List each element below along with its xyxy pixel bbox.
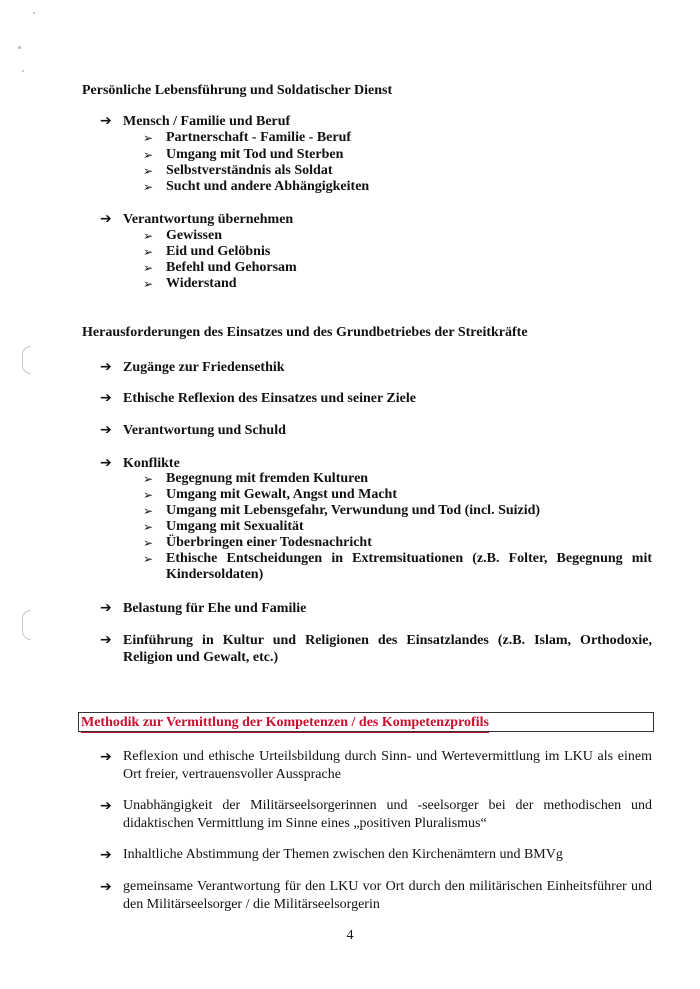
list-item: ➔ Inhaltliche Abstimmung der Themen zwischen den Kirchenämtern und BMVg: [100, 847, 563, 863]
list-item: ➔ Ethische Reflexion des Einsatzes und seiner Ziele: [100, 390, 416, 406]
list-item: ➔ Verantwortung übernehmen: [100, 211, 294, 227]
sub-list-item: ➢ Umgang mit Lebensgefahr, Verwundung und Tod (incl. Suizid): [143, 503, 541, 518]
sub-list-item: ➢ Ethische Entscheidungen in Extremsituationen (z.B. Folter, Begegnung mit Kindersoldaten): [143, 551, 652, 582]
scan-speck: [18, 46, 21, 49]
page-number: 4: [346, 928, 354, 943]
sub-list-item: ➢ Umgang mit Tod und Sterben: [143, 147, 344, 162]
sub-list-item: ➢ Sucht und andere Abhängigkeiten: [143, 179, 370, 194]
triangle-right-icon: ➢: [143, 131, 154, 145]
triangle-right-icon: ➢: [143, 504, 154, 518]
sub-list-item: ➢ Begegnung mit fremden Kulturen: [143, 471, 369, 486]
section-heading-herausforderungen: Herausforderungen des Einsatzes und des Grundbetriebes der Streitkräfte: [82, 325, 528, 340]
list-item: ➔ gemeinsame Verantwortung für den LKU vor Ort durch den militärischen Einheitsführer und den Militärseelsorger / die Militärseelsorgerin: [100, 879, 652, 912]
list-item: ➔ Reflexion und ethische Urteilsbildung durch Sinn- und Wertevermittlung im LKU als einem Ort freier, vertrauensvoller Aussprache: [100, 749, 652, 782]
list-item: ➔ Unabhängigkeit der Militärseelsorgerinnen und -seelsorger bei der methodischen und didaktischen Vermittlung im Sinne eines „positiven Pluralismus“: [100, 798, 652, 831]
arrow-right-icon: ➔: [100, 390, 112, 406]
sub-list-item: ➢ Umgang mit Sexualität: [143, 519, 304, 534]
triangle-right-icon: ➢: [143, 180, 154, 194]
arrow-right-icon: ➔: [100, 847, 112, 863]
triangle-right-icon: ➢: [143, 277, 154, 291]
sub-list-item: ➢ Befehl und Gehorsam: [143, 260, 297, 275]
list-item: ➔ Verantwortung und Schuld: [100, 422, 286, 438]
sub-list-item: ➢ Eid und Gelöbnis: [143, 244, 271, 259]
section-heading-lebensfuehrung: Persönliche Lebensführung und Soldatischer Dienst: [82, 83, 393, 98]
arrow-right-icon: ➔: [100, 600, 112, 616]
sub-list-item: ➢ Selbstverständnis als Soldat: [143, 163, 333, 178]
arrow-right-icon: ➔: [100, 879, 112, 895]
arrow-right-icon: ➔: [100, 798, 112, 814]
triangle-right-icon: ➢: [143, 164, 154, 178]
list-item: ➔ Belastung für Ehe und Familie: [100, 600, 307, 616]
list-item: ➔ Mensch / Familie und Beruf: [100, 113, 291, 129]
triangle-right-icon: ➢: [143, 552, 154, 566]
sub-list-item: ➢ Partnerschaft - Familie - Beruf: [143, 130, 352, 145]
arrow-right-icon: ➔: [100, 113, 112, 129]
arrow-right-icon: ➔: [100, 422, 112, 438]
sub-list-item: ➢ Gewissen: [143, 228, 222, 243]
triangle-right-icon: ➢: [143, 245, 154, 259]
triangle-right-icon: ➢: [143, 488, 154, 502]
arrow-right-icon: ➔: [100, 455, 112, 471]
triangle-right-icon: ➢: [143, 261, 154, 275]
sub-list-item: ➢ Überbringen einer Todesnachricht: [143, 535, 372, 550]
punch-hole-mark: [22, 346, 31, 374]
arrow-right-icon: ➔: [100, 359, 112, 375]
sub-list-item: ➢ Widerstand: [143, 276, 237, 291]
list-item: ➔ Konflikte: [100, 455, 180, 471]
triangle-right-icon: ➢: [143, 472, 154, 486]
punch-hole-mark: [22, 610, 31, 640]
list-item: ➔ Einführung in Kultur und Religionen des Einsatzlandes (z.B. Islam, Orthodoxie, Religion und Gewalt, etc.): [100, 632, 652, 665]
triangle-right-icon: ➢: [143, 148, 154, 162]
arrow-right-icon: ➔: [100, 632, 112, 648]
scan-speck: [22, 70, 24, 72]
arrow-right-icon: ➔: [100, 749, 112, 765]
arrow-right-icon: ➔: [100, 211, 112, 227]
scan-speck: [33, 12, 35, 14]
methodik-title-box: [78, 712, 654, 732]
sub-list-item: ➢ Umgang mit Gewalt, Angst und Macht: [143, 487, 398, 502]
triangle-right-icon: ➢: [143, 229, 154, 243]
list-item: ➔ Zugänge zur Friedensethik: [100, 359, 285, 375]
triangle-right-icon: ➢: [143, 520, 154, 534]
triangle-right-icon: ➢: [143, 536, 154, 550]
methodik-title: Methodik zur Vermittlung der Kompetenzen / des Kompetenzprofils: [81, 713, 489, 733]
